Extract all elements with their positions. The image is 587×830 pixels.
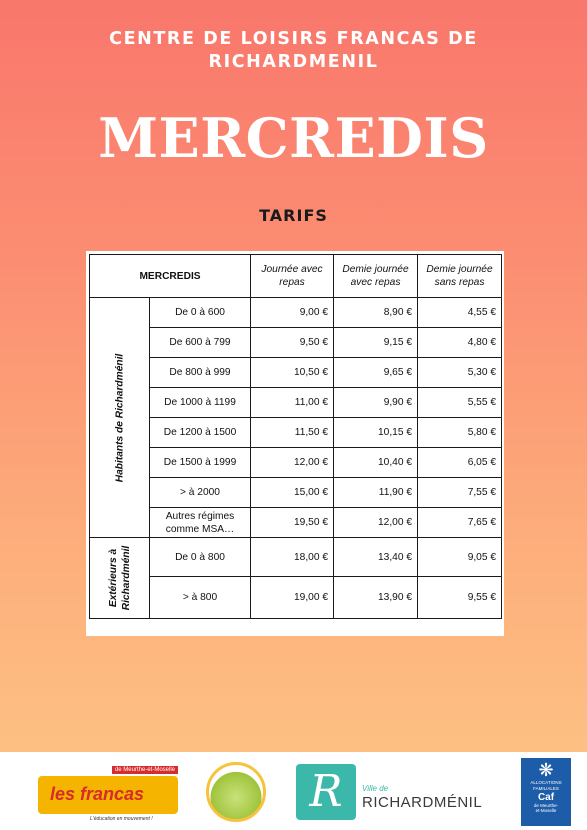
caf-logo bbox=[521, 758, 571, 826]
table-row bbox=[90, 538, 502, 577]
table-row bbox=[90, 298, 502, 328]
price-cell: 4,55 € bbox=[418, 298, 502, 328]
tariff-table-card bbox=[86, 251, 504, 636]
group-label-external bbox=[90, 538, 150, 619]
price-cell: 9,15 € bbox=[334, 328, 418, 358]
ville-logo-name: RICHARDMÉNIL bbox=[362, 794, 483, 811]
price-cell: 4,80 € bbox=[418, 328, 502, 358]
income-range-line1: Autres régimes bbox=[165, 510, 235, 522]
group-label-residents bbox=[90, 298, 150, 538]
column-header-line2: sans repas bbox=[434, 277, 485, 288]
table-row bbox=[90, 577, 502, 619]
column-header-line2: avec repas bbox=[350, 277, 401, 288]
income-range: De 1000 à 1199 bbox=[150, 388, 251, 418]
price-cell: 7,65 € bbox=[418, 508, 502, 538]
table-row bbox=[90, 328, 502, 358]
price-cell: 13,40 € bbox=[334, 538, 418, 577]
column-header bbox=[251, 255, 334, 298]
price-cell: 5,80 € bbox=[418, 418, 502, 448]
income-range: De 600 à 799 bbox=[150, 328, 251, 358]
income-range: > à 800 bbox=[150, 577, 251, 619]
income-range-line2: comme MSA… bbox=[165, 523, 235, 535]
price-cell: 9,90 € bbox=[334, 388, 418, 418]
table-row bbox=[90, 448, 502, 478]
francas-logo bbox=[38, 766, 178, 820]
table-row bbox=[90, 508, 502, 538]
footer-logos bbox=[0, 752, 587, 830]
income-range: De 1500 à 1999 bbox=[150, 448, 251, 478]
table-row bbox=[90, 418, 502, 448]
organization-title-line1: CENTRE DE LOISIRS FRANCAS DE bbox=[109, 29, 478, 49]
caf-snowflake-icon: ❋ bbox=[538, 760, 554, 780]
column-header-line1: Demie journée bbox=[426, 264, 493, 275]
price-cell: 5,30 € bbox=[418, 358, 502, 388]
caf-logo-name: Caf bbox=[537, 792, 555, 803]
caf-logo-line1: ALLOCATIONS bbox=[530, 780, 562, 785]
income-range: De 0 à 800 bbox=[150, 538, 251, 577]
income-range: De 800 à 999 bbox=[150, 358, 251, 388]
price-cell: 10,15 € bbox=[334, 418, 418, 448]
income-range: > à 2000 bbox=[150, 478, 251, 508]
price-cell: 10,50 € bbox=[251, 358, 334, 388]
price-cell: 9,00 € bbox=[251, 298, 334, 328]
ville-richardmenil-logo bbox=[296, 762, 488, 822]
column-header-line1: Demie journée bbox=[342, 264, 409, 275]
income-range-other bbox=[150, 508, 251, 538]
price-cell: 11,50 € bbox=[251, 418, 334, 448]
table-row bbox=[90, 478, 502, 508]
price-cell: 9,05 € bbox=[418, 538, 502, 577]
group-label-text: Habitants de Richardménil bbox=[114, 353, 125, 482]
tariff-table bbox=[89, 254, 502, 619]
caf-logo-dep1: de Meurthe- bbox=[533, 803, 559, 808]
ville-logo-prefix: Ville de bbox=[362, 784, 389, 793]
price-cell: 8,90 € bbox=[334, 298, 418, 328]
price-cell: 15,00 € bbox=[251, 478, 334, 508]
caf-logo-dep2: et-Moselle bbox=[535, 808, 557, 813]
ville-r-icon: R bbox=[296, 764, 356, 820]
price-cell: 5,55 € bbox=[418, 388, 502, 418]
children-illustration-logo bbox=[206, 762, 266, 822]
page-title: MERCREDIS bbox=[98, 106, 489, 170]
income-range: De 1200 à 1500 bbox=[150, 418, 251, 448]
table-row bbox=[90, 358, 502, 388]
table-header-row bbox=[90, 255, 502, 298]
organization-title-line2: RICHARDMENIL bbox=[208, 52, 379, 72]
column-header-line2: repas bbox=[279, 277, 305, 288]
francas-logo-tagline: L'éducation en mouvement ! bbox=[90, 816, 153, 822]
group-label-text bbox=[107, 546, 133, 611]
group-label-line2: Richardménil bbox=[120, 545, 132, 611]
organization-title bbox=[0, 28, 587, 74]
price-cell: 13,90 € bbox=[334, 577, 418, 619]
column-header-line1: Journée avec bbox=[261, 264, 323, 275]
price-cell: 6,05 € bbox=[418, 448, 502, 478]
column-header bbox=[418, 255, 502, 298]
column-header bbox=[334, 255, 418, 298]
francas-logo-name: les francas bbox=[50, 784, 145, 804]
price-cell: 12,00 € bbox=[334, 508, 418, 538]
price-cell: 19,50 € bbox=[251, 508, 334, 538]
price-cell: 9,50 € bbox=[251, 328, 334, 358]
price-cell: 11,00 € bbox=[251, 388, 334, 418]
caf-logo-line2: FAMILIALES bbox=[533, 786, 559, 791]
group-label-line1: Extérieurs à bbox=[107, 548, 119, 608]
price-cell: 11,90 € bbox=[334, 478, 418, 508]
price-cell: 9,55 € bbox=[418, 577, 502, 619]
price-cell: 9,65 € bbox=[334, 358, 418, 388]
section-title: TARIFS bbox=[259, 206, 328, 225]
price-cell: 7,55 € bbox=[418, 478, 502, 508]
table-row bbox=[90, 388, 502, 418]
francas-logo-subtitle: de Meurthe-et-Moselle bbox=[112, 766, 178, 774]
income-range: De 0 à 600 bbox=[150, 298, 251, 328]
price-cell: 10,40 € bbox=[334, 448, 418, 478]
table-corner-header: MERCREDIS bbox=[90, 255, 251, 298]
price-cell: 12,00 € bbox=[251, 448, 334, 478]
price-cell: 19,00 € bbox=[251, 577, 334, 619]
price-cell: 18,00 € bbox=[251, 538, 334, 577]
